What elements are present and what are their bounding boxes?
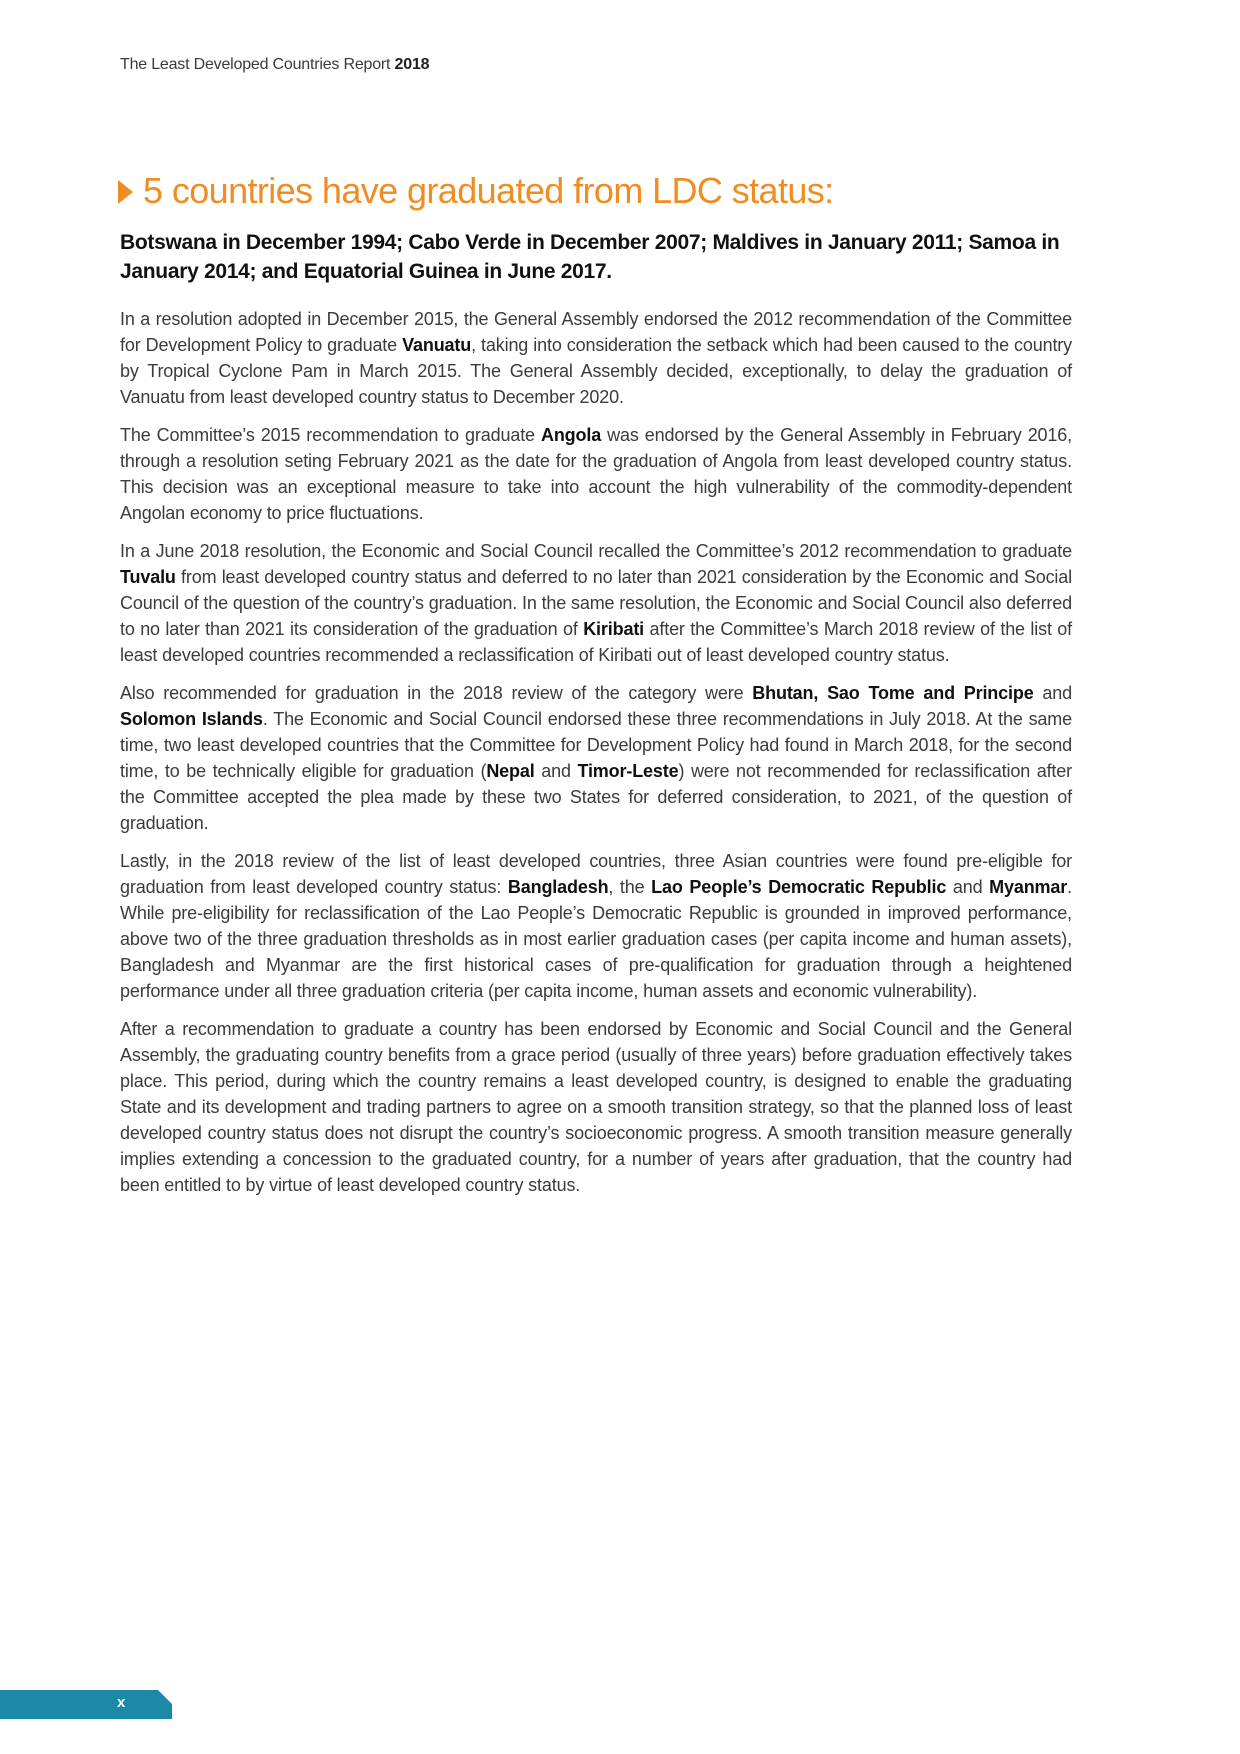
country-name: Tuvalu xyxy=(120,567,176,587)
country-name: Bhutan, Sao Tome and Principe xyxy=(752,683,1034,703)
paragraph-text: ) were not recommended for reclassification after the Committee accepted the plea made by these two States for deferred consideration, to 2021, of the question of graduation. xyxy=(120,761,1072,833)
country-name: Myanmar xyxy=(989,877,1068,897)
paragraph-text: Also recommended for graduation in the 2018 review of the category were xyxy=(120,683,753,703)
lead-paragraph: Botswana in December 1994; Cabo Verde in December 2007; Maldives in January 2011; Samoa in January 2014; and Equatorial Guinea in June 2017. xyxy=(120,231,1060,283)
country-name: Bangladesh xyxy=(507,877,609,897)
country-name: Timor-Leste xyxy=(577,761,679,781)
report-title: The Least Developed Countries Report xyxy=(120,56,391,73)
paragraph-text: . While pre-eligibility for reclassification of the Lao People’s Democratic Republic is grounded in improved performance, above two of the three graduation thresholds as in most earlier graduation cases (per capita income and human assets), Bangladesh and Myanmar are the first historical cases of pre-qualification for graduation through a heightened performance under all three graduation criteria (per capita income, human assets and economic vulnerability). xyxy=(120,877,1072,1001)
country-name: Solomon Islands xyxy=(120,709,263,729)
paragraph-text: In a resolution adopted in December 2015, the General Assembly endorsed the 2012 recommendation of the Committee for Development Policy to graduate xyxy=(120,309,1072,355)
page-number: x xyxy=(117,1694,126,1711)
paragraph-text: and xyxy=(946,877,990,897)
paragraph-text: After a recommendation to graduate a country has been endorsed by Economic and Social Council and the General Assembly, the graduating country benefits from a grace period (usually of three years) before graduation effectively takes place. This period, during which the country remains a least developed country, is designed to enable the graduating State and its development and trading partners to agree on a smooth transition strategy, so that the planned loss of least developed country status does not disrupt the country’s socioeconomic progress. A smooth transition measure generally implies extending a concession to the graduated country, for a number of years after graduation, that the country had been entitled to by virtue of least developed country status. xyxy=(120,1019,1072,1195)
paragraph-tuvalu-kiribati xyxy=(120,538,1072,668)
country-name: Lao People’s Democratic Republic xyxy=(651,877,947,897)
paragraph-text: In a June 2018 resolution, the Economic and Social Council recalled the Committee’s 2012 recommendation to graduate xyxy=(120,541,1072,561)
paragraph-2018-review xyxy=(120,680,1072,836)
section-heading xyxy=(118,170,834,212)
paragraph-text: Lastly, in the 2018 review of the list of least developed countries, three Asian countries were found pre-eligible for graduation from least developed country status: xyxy=(120,851,1072,897)
triangle-bullet-icon xyxy=(118,180,133,204)
country-name: Nepal xyxy=(486,761,535,781)
page-number-tab xyxy=(0,1690,172,1719)
paragraph-transition xyxy=(120,1016,1072,1198)
report-year: 2018 xyxy=(394,56,430,73)
paragraph-text: from least developed country status and deferred to no later than 2021 consideration by the Economic and Social Council of the question of the country’s graduation. In the same resolution, the Economic and Social Council also deferred to no later than 2021 its consideration of the graduation of xyxy=(120,567,1072,639)
paragraph-text: after the Committee’s March 2018 review of the list of least developed countries recommended a reclassification of Kiribati out of least developed country status. xyxy=(120,619,1073,665)
paragraph-text: The Committee’s 2015 recommendation to graduate xyxy=(120,425,541,445)
running-header xyxy=(120,56,429,74)
paragraph-vanuatu xyxy=(120,306,1072,410)
paragraph-text: and xyxy=(1033,683,1072,703)
paragraph-angola xyxy=(120,422,1072,526)
country-name: Vanuatu xyxy=(402,335,472,355)
paragraph-text: and xyxy=(534,761,578,781)
country-name: Angola xyxy=(540,425,602,445)
paragraph-pre-eligible xyxy=(120,848,1072,1004)
paragraph-text: . The Economic and Social Council endorsed these three recommendations in July 2018. At the same time, two least developed countries that the Committee for Development Policy had found in March 2018, for the second time, to be technically eligible for graduation ( xyxy=(120,709,1072,781)
paragraph-text: was endorsed by the General Assembly in February 2016, through a resolution seting February 2021 as the date for the graduation of Angola from least developed country status. This decision was an exceptional measure to take into account the high vulnerability of the commodity-dependent Angolan economy to price fluctuations. xyxy=(120,425,1072,523)
section-heading-text: 5 countries have graduated from LDC status: xyxy=(143,170,834,211)
country-name: Kiribati xyxy=(583,619,645,639)
paragraph-text: , taking into consideration the setback which had been caused to the country by Tropical Cyclone Pam in March 2015. The General Assembly decided, exceptionally, to delay the graduation of Vanuatu from least developed country status to December 2020. xyxy=(120,335,1072,407)
body-text xyxy=(120,306,1072,1210)
paragraph-text: , the xyxy=(608,877,652,897)
